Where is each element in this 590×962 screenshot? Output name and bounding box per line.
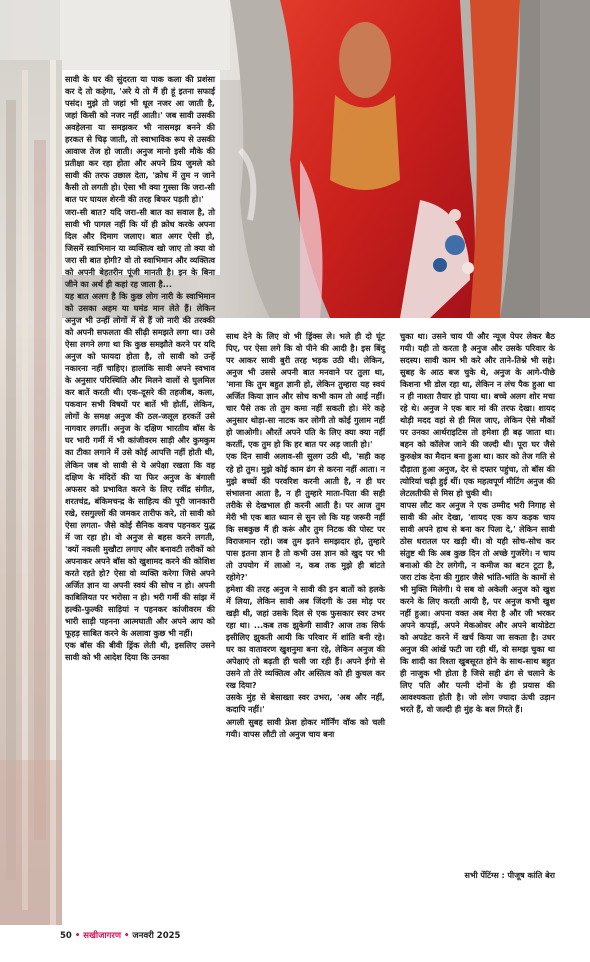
magazine-brand: सखीजागरण xyxy=(83,931,122,941)
column2-paragraph-4: उसके मुंह से बेसाख्ता स्वर उभरा, 'अब और नहीं, कदापि नहीं।' xyxy=(226,692,385,715)
column1-paragraph-1: सावी के घर की सुंदरता या पाक कला की प्रशंसा कर दे तो कहेगा, 'अरे ये तो मैं ही हूं इतना सफाई पसंद। मुझे तो जहां भी धूल नजर आ जाती है, जहां किसी को नजर नहीं आती।' जब सावी उसकी अवहेलना या समझकर भी नासमझ बनने की हरकत से चिढ़ जाती, तो स्वाभाविक रूप से उसकी आवाज तेज हो जाती। अनुज मानो इसी मौके की प्रतीक्षा कर रहा होता और अपने प्रिय जुमले को सावी की तरफ उछाल देता, 'क्रोध में तुम न जाने कैसी तो लगती हो। ऐसा भी क्या गुस्सा कि जरा-सी बात पर घायल शेरनी की तरह बिफर पड़ती हो।' xyxy=(65,74,215,205)
page-number: 50 xyxy=(60,931,72,941)
footer-separator-1: • xyxy=(74,931,81,941)
column1-paragraph-4: एक बॉस की बीवी ड्रिंक लेती थी, इसलिए उसने सावी को भी आदेश दिया कि उनका xyxy=(65,640,215,663)
column2-paragraph-5: अगली सुबह सावी फ्रेश होकर मॉर्निंग वॉक को चली गयी। वापस लौटी तो अनुज चाय बना xyxy=(226,716,385,739)
column2-paragraph-3: हमेशा की तरह अनुज ने सावी की इन बातों को हलके में लिया, लेकिन सावी अब जिंदगी के उस मोड़ पर खड़ी थी, जहां उसके दिल से एक फुसकार स्वर उभर रहा था। ...कब तक झुकेगी सावी? आज तक सिर्फ इसीलिए झुकती आयी कि परिवार में शांति बनी रहे। घर का वातावरण खुशनुमा बना रहे, लेकिन अनुज की अपेक्षाएं तो बढ़ती ही चली जा रही हैं। अपने ईगो से उसने तो तेरे व्यक्तित्व और अस्तित्व को ही कुचल कर रख दिया? xyxy=(226,583,385,691)
column-2 xyxy=(226,330,385,740)
column-1 xyxy=(65,73,215,663)
column2-paragraph-1: साथ देने के लिए वो भी ड्रिंक्स ले। भले ही दो घूंट पिए, पर ऐसा लगे कि वो पीने की आदी है। इस बिंदु पर आकर सावी बुरी तरह भड़क उठी थी। लेकिन, अनुज भी उससे अपनी बात मनवाने पर तुला था, 'माना कि तुम बहुत ज्ञानी हो, लेकिन तुम्हारा यह स्वयं अर्जित किया ज्ञान और सोच कभी काम तो आई नहीं। चार पैसे तक तो तुम कमा नहीं सकती हो। मेरे कहे अनुसार थोड़ा-सा नाटक कर लोगी तो कोई गुलाम नहीं हो जाओगी। औरतें अपने पति के लिए क्या क्या नहीं करतीं, एक तुम हो कि हर बात पर अड़ जाती हो।' xyxy=(226,331,385,450)
column1-paragraph-2: जरा-सी बात? यदि जरा-सी बात का सवाल है, तो सावी भी पागल नहीं कि यों ही क्रोध करके अपना दिल और दिमाग जलाए। बात अगर ऐसी हो, जिसमें स्वाभिमान या व्यक्तित्व खो जाए तो क्या वो जरा सी बात होगी? वो तो स्वाभिमान और व्यक्तित्व को अपनी बेहतरीन पूंजी मानती है। इन के बिना जीने का अर्थ ही कहां रह जाता है... xyxy=(65,206,215,289)
column2-paragraph-2: एक दिन सावी अलाव-सी सुलग उठी थी, 'सही कह रहे हो तुम। मुझे कोई काम ढंग से करना नहीं आता। न मुझे बच्चों की परवरिश करनी आती है, न ही घर संभालना आता है, न ही तुम्हारे माता-पिता की सही तरीके से देखभाल ही करनी आती है। पर आज तुम मेरी भी एक बात ध्यान से सुन लो कि यह जरूरी नहीं कि सबकुछ मैं ही करूं और तुम निटक की पोस्ट पर विराजमान रहो। जब तुम इतने समझदार हो, तुम्हारे पास इतना ज्ञान है तो कभी उस ज्ञान को खुद पर भी तो उपयोग में लाओ न, कब तक मुझे ही बांटते रहोगे?' xyxy=(226,451,385,582)
column3-paragraph-1: चुका था। उसने चाय पी और न्यूज पेपर लेकर बैठ गयी। यही तो करता है अनुज और उसके परिवार के सदस्य। सावी काम भी करे और ताने-तिश्ने भी सहे। सुबह के आठ बज चुके थे, अनुज के आगे-पीछे किशना भी डोल रहा था, लेकिन न लंच पैक हुआ था न ही नाश्ता तैयार हो पाया था। बच्चे अलग शोर मचा रहे थे। अनुज ने एक बार मां की तरफ देखा। शायद थोड़ी मदद वहां से ही मिल जाए, लेकिन ऐसे मौकों पर उनका आर्थराइटिस तो हमेशा ही बढ़ जाता था। बहन को कॉलेज जाने की जल्दी थी। पूरा घर जैसे कुरुक्षेत्र का मैदान बना हुआ था। कार को तेज गति से दौड़ाता हुआ अनुज, देर से दफ्तर पहुंचा, तो बॉस की त्योरियां चढ़ी हुई थीं। एक महत्वपूर्ण मीटिंग अनुज की लेटलतीफी से मिस हो चुकी थी। xyxy=(400,331,555,498)
page-footer xyxy=(60,930,180,941)
column-3 xyxy=(400,330,555,716)
footer-separator-2: • xyxy=(124,931,130,941)
painting-credit: सभी पेंटिंग्स : पीजूष कांति बेरा xyxy=(464,871,555,880)
column3-paragraph-2: वापस लौट कर अनुज ने एक उम्मीद भरी निगाह से सावी की ओर देखा, 'शायद एक कप कड़क चाय सावी अपने हाथ से बना कर पिला दे,' लेकिन सावी ठोस धरातल पर खड़ी थी। वो यही सोच-सोच कर संतुष्ट थी कि अब कुछ दिन तो अच्छे गुजरेंगे। न चाय बनाओ की टेर लगेगी, न कमीज का बटन टूटा है, जरा टांक देना की गुहार जैसे भांति-भांति के कामों से भी मुक्ति मिलेगी। ये सब वो अकेली अनुज को खुश करने के लिए करती आयी है, पर अनुज कभी खुश नहीं हुआ। अपना वक्त अब मेरा है और जी भरकर अपने कपड़ों, अपने मेकओवर और अपने बायोडेटा को अपडेट करने में खर्च किया जा सकता है। उधर अनुज की आंखें फटी जा रही थीं, वो समझ चुका था कि शादी का रिश्ता खुबसूरत होने के साथ-साथ बहुत ही नाजुक भी होता है जिसे सही ढंग से चलाने के लिए पति और पत्नी दोनों के ही प्रयास की आवश्यकता होती है। जो लोग ज्यादा ऊंची उड़ान भरते हैं, वो जल्दी ही मुंह के बल गिरते हैं। xyxy=(400,499,555,715)
issue-date: जनवरी 2025 xyxy=(132,931,181,941)
column1-paragraph-3: यह बात अलग है कि कुछ लोग नारी के स्वाभिमान को उसका अहम या घमंड मान लेते हैं। लेकिन अनुज भी उन्हीं लोगों में से हैं जो नारी की तरक्की को अपनी सफलता की सीढ़ी समझते लगा था। उसे ऐसा लगने लगा था कि कुछ समझौते करने पर यदि अनुज को फायदा होता है, तो सावी को उन्हें नकारना नहीं चाहिए। हालांकि सावी अपने स्वभाव के अनुसार परिस्थिति और मिलने वालों से घुलमिल कर बातें करती थी। एक-दूसरे की तहजीब, कला, पकवान सभी विषयों पर बातें भी होतीं, लेकिन, लोगों के समक्ष अनुज की ठल-जलूल हरकतें उसे नागवार लगतीं। अनुज के दक्षिण भारतीय बॉस के घर भारी गर्मी में भी कांजीवरम साड़ी और कुमकुम का टीका लगाने में उसे कोई आपत्ति नहीं होती थी, लेकिन जब वो सावी से ये अपेक्षा रखता कि वह दक्षिण के मंदिरों की या फिर अनुज के बंगाली अफसर को प्रभावित करने के लिए रवींद्र संगीत, शरतचंद्र, बंकिमचन्द्र के साहित्य की पूरी जानकारी रखे, रसगुल्लों की जमकर तारीफ करे, तो सावी को ऐसा लगता- जैसे कोई सैनिक कवच पहनकर युद्ध में जा रहा हो। वो अनुज से बहस करने लगती, 'क्यों नकली मुखौटा लगाए और बनावटी तरीकों को अपनाकर अपने बॉस को खुशामद करने की कोशिश करते रहते हो? ऐसा वो व्यक्ति करेगा जिसे अपने अर्जित ज्ञान या अपनी स्वयं की सोच न हो। अपनी काबिलियत पर भरोसा न हो। भरी गर्मी की सांझ में हल्की-फुल्की साड़ियां न पहनकर कांजीवरम की भारी साड़ी पहनना आत्मघाती और अपने आप को फूहड़ साबित करने के अलावा कुछ भी नहीं। xyxy=(65,290,215,639)
left-decorative-strip xyxy=(0,60,62,925)
